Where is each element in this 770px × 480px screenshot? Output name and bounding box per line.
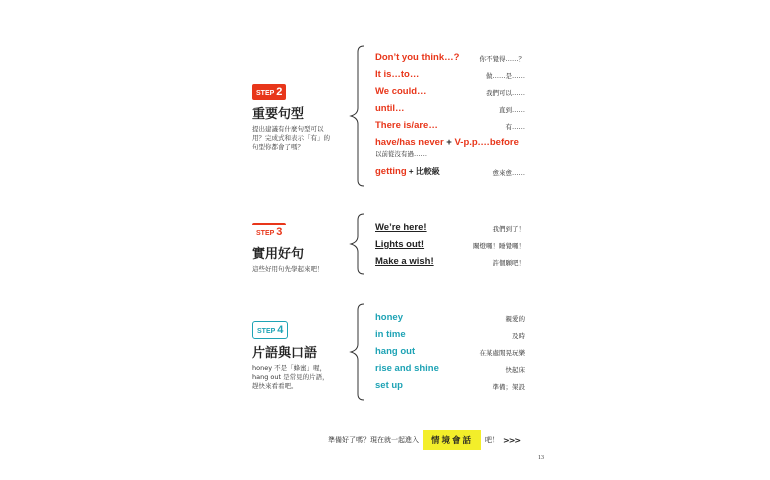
step2-title: 重要句型 [252, 107, 305, 122]
footer-callout [328, 430, 520, 450]
step4-section [252, 320, 332, 391]
step2-section [252, 82, 332, 152]
step4-badge: STEP 4 [252, 321, 288, 339]
footer-highlight: 情境會話 [423, 430, 481, 450]
list-item: Don’t you think…? 你不覺得……？ [375, 52, 525, 63]
step3-badge: STEP 3 [252, 223, 286, 240]
step4-title: 片語與口語 [252, 346, 318, 361]
list-item: rise and shine 快起床 [375, 363, 525, 374]
list-item: set up 準備；架設 [375, 380, 525, 391]
chevrons-right-icon: >>> [503, 435, 521, 445]
step3-brace [348, 212, 368, 276]
page-number: 13 [538, 455, 544, 461]
step3-desc: 這些好用句先學起來吧！ [252, 265, 324, 273]
step4-brace [348, 302, 368, 402]
list-item: until… 直到…… [375, 103, 525, 114]
footer-text-before: 準備好了嗎？現在就一起進入 [328, 436, 419, 444]
list-item: Make a wish! 許個願吧！ [375, 256, 525, 267]
list-item: There is/are… 有…… [375, 120, 525, 131]
step3-title: 實用好句 [252, 247, 305, 262]
list-item: have/has never + V-p.p.…before 以前從沒有過…… [375, 137, 519, 158]
step2-desc: 提出建議有什麼句型可以用？完成式和表示「有」的句型你都會了嗎？ [252, 125, 330, 151]
list-item: Lights out! 關燈囉！睡覺囉！ [375, 239, 525, 250]
step2-badge: STEP 2 [252, 84, 286, 100]
step4-desc: honey 不是「蜂蜜」喔，hang out 是常見的片語，趕快來看看吧。 [252, 364, 329, 390]
list-item: getting + 比較級 愈來愈…… [375, 166, 525, 177]
step3-section [252, 222, 352, 274]
list-item: hang out 在某處閒晃玩樂 [375, 346, 525, 357]
list-item: We’re here! 我們到了！ [375, 222, 525, 233]
list-item: in time 及時 [375, 329, 525, 340]
step2-brace [348, 44, 368, 188]
footer-text-after: 吧！ [485, 436, 500, 444]
list-item: It is…to… 做……是…… [375, 69, 525, 80]
list-item: honey 親愛的 [375, 312, 525, 323]
list-item: We could… 我們可以…… [375, 86, 525, 97]
